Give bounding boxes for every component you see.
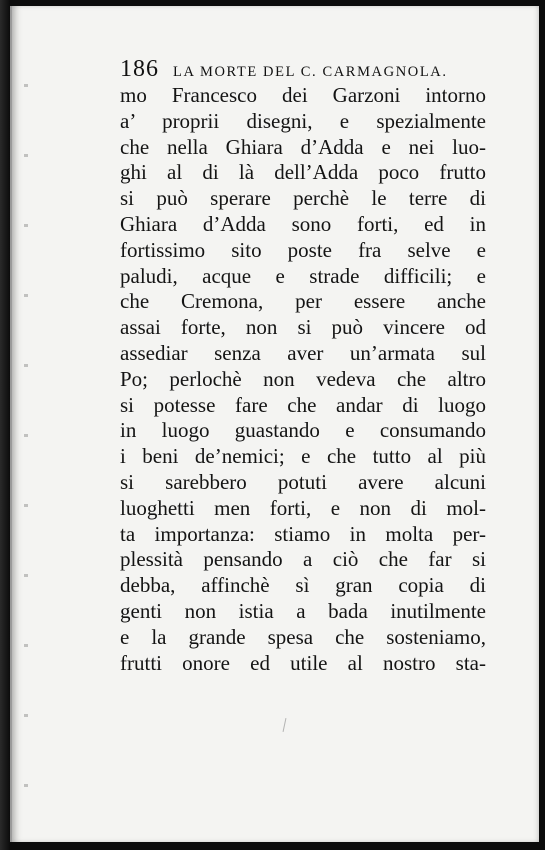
text-line: si può sperare perchè le terre di	[120, 186, 486, 211]
page-number: 186	[120, 56, 159, 82]
book-binding-edge	[0, 0, 10, 850]
text-line: genti non istia a bada inutilmente	[120, 598, 486, 623]
text-line: fortissimo sito poste fra selve e	[120, 237, 486, 262]
text-line: assai forte, non si può vincere od	[120, 315, 486, 340]
body-text	[120, 83, 486, 676]
text-line: che Cremona, per essere anche	[120, 289, 486, 314]
text-line: ghi al di là dell’Adda poco frutto	[120, 160, 486, 185]
page-header	[120, 56, 492, 84]
running-head: LA MORTE DEL C. CARMAGNOLA.	[173, 64, 448, 80]
text-line: assediar senza aver un’armata sul	[120, 340, 486, 365]
text-line: luoghetti men forti, e non di mol-	[120, 495, 486, 520]
text-line: si sarebbero potuti avere alcuni	[120, 469, 486, 494]
text-line: Ghiara d’Adda sono forti, ed in	[120, 211, 486, 236]
text-line: debba, affinchè sì gran copia di	[120, 573, 486, 598]
text-line: i beni de’nemici; e che tutto al più	[120, 444, 486, 469]
text-line: plessità pensando a ciò che far si	[120, 547, 486, 572]
text-line: che nella Ghiara d’Adda e nei luo-	[120, 134, 486, 159]
text-line: a’ proprii disegni, e spezialmente	[120, 108, 486, 133]
text-line: in luogo guastando e consumando	[120, 418, 486, 443]
text-line: mo Francesco dei Garzoni intorno	[120, 83, 486, 107]
text-line: ta importanza: stiamo in molta per-	[120, 521, 486, 546]
text-line: paludi, acque e strade difficili; e	[120, 263, 486, 288]
text-line: Po; perlochè non vedeva che altro	[120, 366, 486, 391]
text-line: e la grande spesa che sosteniamo,	[120, 624, 486, 649]
text-line: frutti onore ed utile al nostro sta-	[120, 650, 486, 675]
gutter-shadow	[24, 46, 28, 806]
text-line: si potesse fare che andar di luogo	[120, 392, 486, 417]
